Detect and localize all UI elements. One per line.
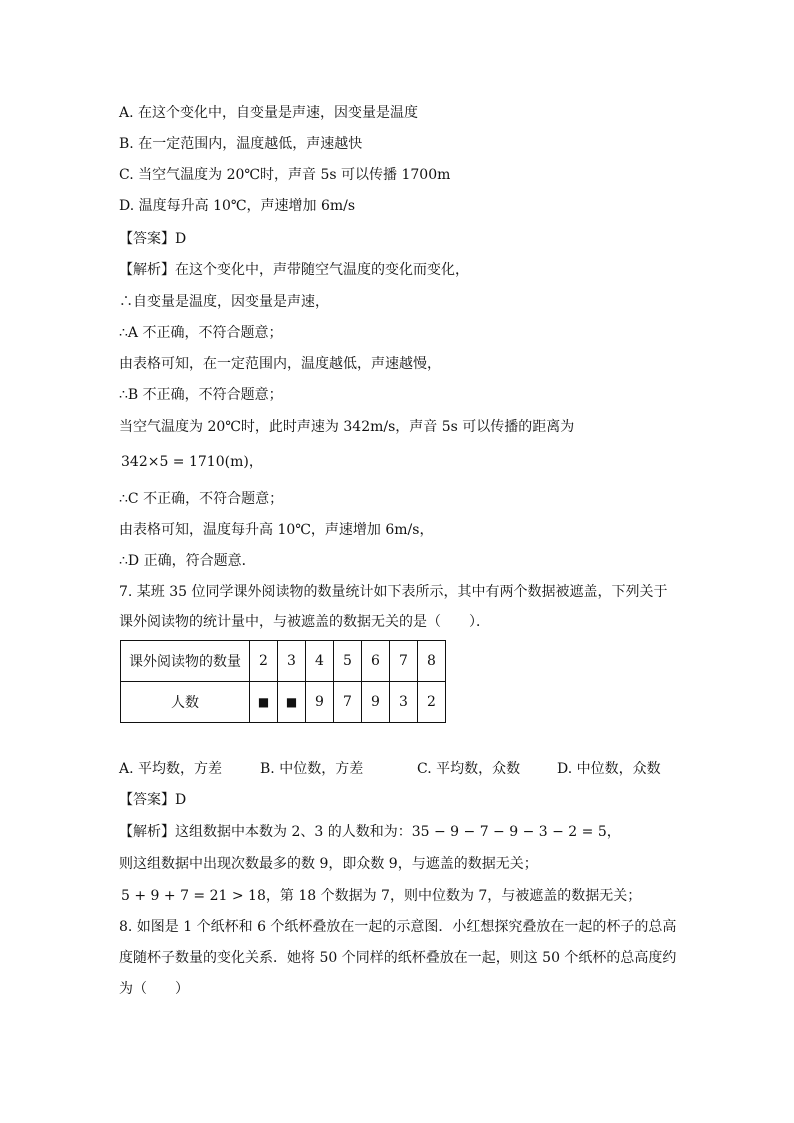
q6-analysis-line-9: 由表格可知，温度每升高 10℃，声速增加 6m/s， (119, 522, 434, 538)
table-cell: 9 (362, 682, 390, 723)
table-cell: 3 (390, 682, 418, 723)
q6-analysis-line-3: ∴A 不正确，不符合题意； (119, 325, 283, 341)
q7-stem-line-2: 课外阅读物的统计量中，与被遮盖的数据无关的是（ ）． (119, 614, 490, 630)
q8-stem-line-2: 度随杯子数量的变化关系．她将 50 个同样的纸杯叠放在一起，则这 50 个纸杯的总高度约 (119, 950, 677, 966)
table-cell: 2 (250, 641, 278, 682)
table-row (121, 641, 446, 682)
q6-analysis-line-8: ∴C 不正确，不符合题意； (119, 491, 284, 507)
q7-option-c: C. 平均数，众数 (417, 761, 521, 777)
q7-answer: 【答案】D (119, 792, 187, 808)
q6-analysis-line-10: ∴D 正确，符合题意． (119, 553, 256, 569)
table-header-cell: 课外阅读物的数量 (121, 641, 250, 682)
q8-stem-line-1: 8. 如图是 1 个纸杯和 6 个纸杯叠放在一起的示意图．小红想探究叠放在一起的杯子的总高 (119, 919, 677, 935)
q6-option-c: C. 当空气温度为 20℃时，声音 5s 可以传播 1700m (119, 167, 451, 183)
q6-option-a: A. 在这个变化中，自变量是声速，因变量是温度 (119, 105, 419, 121)
q6-analysis-line-2: ∴自变量是温度，因变量是声速， (119, 294, 329, 310)
q6-option-d: D. 温度每升高 10℃，声速增加 6m/s (119, 198, 356, 214)
masked-cell: ■ (278, 682, 306, 723)
q7-analysis-line-1: 【解析】这组数据中本数为 2、3 的人数和为：35 − 9 − 7 − 9 − 3 − 2 = 5， (119, 824, 621, 840)
table-cell: 9 (306, 682, 334, 723)
table-cell: 5 (334, 641, 362, 682)
masked-cell: ■ (250, 682, 278, 723)
q7-option-a: A. 平均数，方差 (119, 761, 223, 777)
table-cell: 8 (418, 641, 446, 682)
q6-analysis-line-4: 由表格可知，在一定范围内，温度越低，声速越慢， (119, 356, 441, 372)
q6-analysis-line-5: ∴B 不正确，不符合题意； (119, 387, 283, 403)
reading-count-table (120, 640, 446, 723)
table-cell: 6 (362, 641, 390, 682)
q6-analysis-line-6: 当空气温度为 20℃时，此时声速为 342m/s，声音 5s 可以传播的距离为 (119, 419, 575, 435)
q7-option-d: D. 中位数，众数 (557, 761, 661, 777)
q7-stem-line-1: 7. 某班 35 位同学课外阅读物的数量统计如下表所示，其中有两个数据被遮盖，下列关于 (119, 584, 668, 600)
table-cell: 7 (334, 682, 362, 723)
q6-analysis-line-1: 【解析】在这个变化中，声带随空气温度的变化而变化， (119, 262, 469, 278)
q8-stem-line-3: 为（ ） (119, 981, 189, 997)
q6-analysis-line-7: 342×5 = 1710(m)， (121, 454, 263, 470)
q6-option-b: B. 在一定范围内，温度越低，声速越快 (119, 136, 363, 152)
table-header-cell: 人数 (121, 682, 250, 723)
table-cell: 7 (390, 641, 418, 682)
table-cell: 2 (418, 682, 446, 723)
table-row (121, 682, 446, 723)
q6-answer: 【答案】D (119, 231, 187, 247)
table-cell: 4 (306, 641, 334, 682)
q7-analysis-line-2: 则这组数据中出现次数最多的数 9，即众数 9，与遮盖的数据无关； (119, 856, 538, 872)
q7-option-b: B. 中位数，方差 (260, 761, 364, 777)
table-cell: 3 (278, 641, 306, 682)
q7-analysis-line-3: 5 + 9 + 7 = 21 > 18，第 18 个数据为 7，则中位数为 7，与被遮盖的数据无关； (121, 888, 642, 904)
